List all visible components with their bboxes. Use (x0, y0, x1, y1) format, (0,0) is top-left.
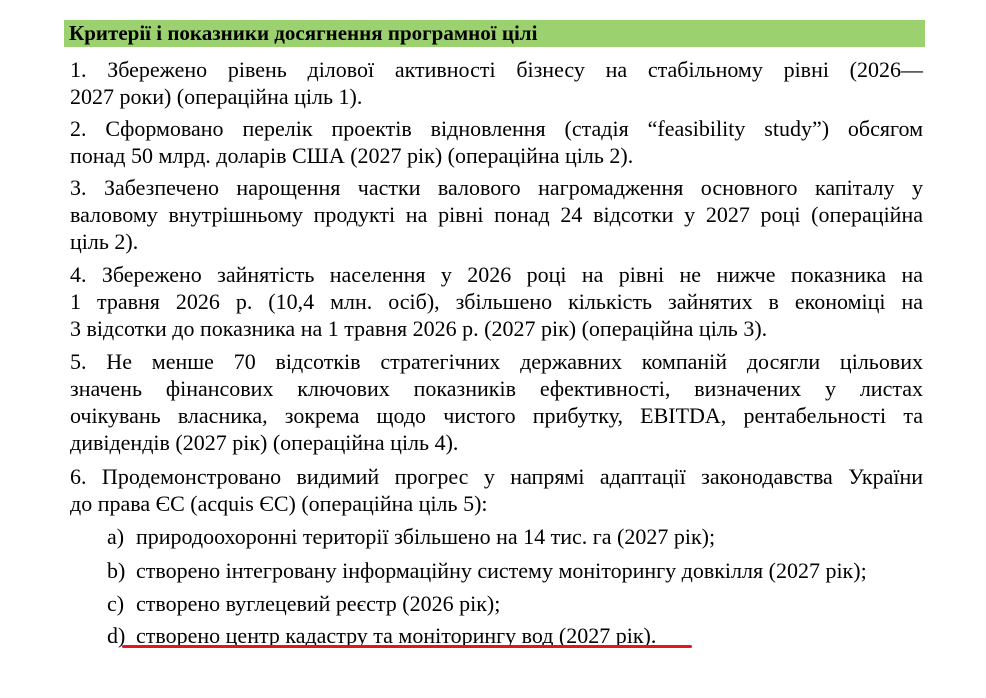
item-4-line-1: 4. Збережено зайнятість населення у 2026 році на рівні не нижче показника на (70, 262, 923, 287)
subitem-b-text: створено інтегровану інформаційну систему моніторингу довкілля (2027 рік); (136, 558, 867, 583)
item-3-line-2: валовому внутрішньому продукті на рівні понад 24 відсотки у 2027 році (операційна (70, 202, 923, 227)
red-underline-mark (122, 645, 692, 648)
subitem-d-text: створено центр кадастру та моніторингу вод (2027 рік). (136, 623, 657, 648)
subitem-a-label: a) (107, 524, 125, 549)
subitem-d-label: d) (107, 623, 126, 648)
item-5-line-4: дивідендів (2027 рік) (операційна ціль 4). (70, 430, 459, 455)
subitem-a-text: природоохоронні території збільшено на 14 тис. га (2027 рік); (136, 524, 716, 549)
item-6-line-2: до права ЄС (acquis ЄС) (операційна ціль 5): (70, 491, 488, 516)
subitem-c-text: створено вуглецевий реєстр (2026 рік); (136, 591, 501, 616)
item-3-line-1: 3. Забезпечено нарощення частки валового нагромадження основного капіталу у (70, 175, 923, 200)
item-3-line-3: ціль 2). (70, 229, 139, 254)
item-6-line-1: 6. Продемонстровано видимий прогрес у напрямі адаптації законодавства України (70, 464, 923, 489)
item-4-line-2: 1 травня 2026 р. (10,4 млн. осіб), збільшено кількість зайнятих в економіці на (70, 289, 923, 314)
item-1-line-2: 2027 роки) (операційна ціль 1). (70, 84, 363, 109)
item-5-line-1: 5. Не менше 70 відсотків стратегічних державних компаній досягли цільових (70, 349, 923, 374)
item-4-line-3: 3 відсотки до показника на 1 травня 2026 р. (2027 рік) (операційна ціль 3). (70, 316, 768, 341)
section-heading-text: Критерії і показники досягнення програмної цілі (69, 21, 538, 45)
section-heading (64, 20, 925, 47)
item-5-line-3: очікувань власника, зокрема щодо чистого прибутку, EBITDA, рентабельності та (70, 403, 923, 428)
item-2-line-1: 2. Сформовано перелік проектів відновлення (стадія “feasibility study”) обсягом (70, 116, 923, 141)
item-2-line-2: понад 50 млрд. доларів США (2027 рік) (операційна ціль 2). (70, 143, 634, 168)
item-5-line-2: значень фінансових ключових показників ефективності, визначених у листах (70, 376, 923, 401)
item-1-line-1: 1. Збережено рівень ділової активності бізнесу на стабільному рівні (2026— (70, 57, 923, 82)
subitem-b-label: b) (107, 558, 126, 583)
subitem-c-label: c) (107, 591, 125, 616)
